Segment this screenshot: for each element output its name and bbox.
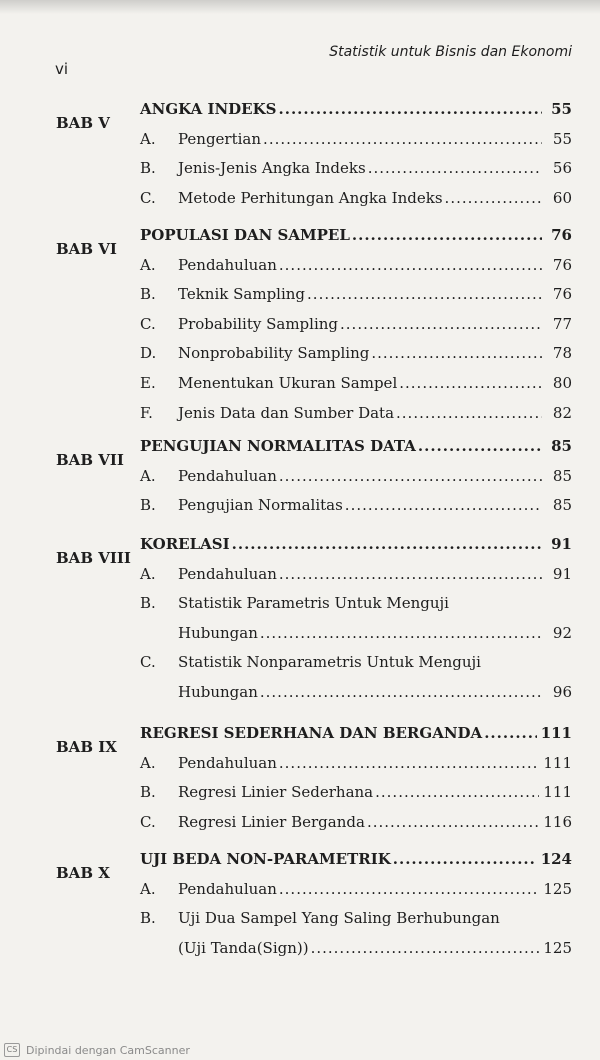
dot-leader (260, 683, 542, 701)
dot-leader (279, 467, 542, 485)
chapter-entry (140, 437, 572, 455)
section-title: Pendahuluan (178, 753, 277, 772)
section-title: Pendahuluan (178, 564, 277, 583)
section-title: Pendahuluan (178, 255, 277, 274)
chapter-entry (140, 724, 572, 742)
dot-leader (345, 496, 542, 514)
section-entry (178, 939, 572, 957)
section-entry (178, 374, 572, 392)
section-title: Jenis-Jenis Angka Indeks (178, 159, 366, 178)
camscanner-icon: CS (4, 1043, 20, 1057)
chapter-title: UJI BEDA NON-PARAMETRIK (140, 850, 391, 868)
section-entry (178, 159, 572, 177)
section-entry (178, 754, 572, 772)
dot-leader (307, 285, 542, 303)
section-page: 55 (552, 129, 572, 148)
section-letter: A. (140, 753, 156, 772)
watermark-text: Dipindai dengan CamScanner (26, 1043, 190, 1057)
section-page: 111 (543, 753, 572, 772)
section-entry (178, 130, 572, 148)
section-page: 116 (543, 812, 572, 831)
chapter-label: BAB VII (56, 451, 124, 469)
dot-leader (352, 226, 542, 244)
dot-leader (375, 783, 539, 801)
section-page: 125 (543, 938, 572, 957)
dot-leader (399, 374, 542, 392)
section-letter: A. (140, 466, 156, 485)
dot-leader (311, 939, 540, 957)
chapter-label: BAB IX (56, 738, 117, 756)
section-letter: A. (140, 129, 156, 148)
chapter-page: 55 (551, 100, 572, 118)
dot-leader (279, 256, 542, 274)
section-page: 91 (552, 564, 572, 583)
scanner-watermark (0, 1040, 600, 1060)
chapter-entry (140, 850, 572, 868)
section-letter: C. (140, 188, 156, 207)
section-page: 60 (552, 188, 572, 207)
dot-leader (418, 437, 542, 455)
section-page: 96 (552, 683, 572, 701)
section-title-continued: (Uji Tanda(Sign)) (178, 938, 309, 957)
section-title: Jenis Data dan Sumber Data (178, 403, 395, 422)
dot-leader (260, 624, 542, 642)
section-title-continued: Hubungan (178, 683, 258, 701)
section-page: 76 (552, 285, 572, 304)
chapter-title: POPULASI DAN SAMPEL (140, 226, 350, 244)
dot-leader (393, 850, 537, 868)
chapter-title: REGRESI SEDERHANA DAN BERGANDA (140, 724, 483, 742)
section-entry (178, 344, 572, 362)
chapter-label: BAB VIII (56, 549, 131, 567)
section-entry (178, 496, 572, 514)
section-letter: D. (140, 344, 157, 363)
section-entry (178, 315, 572, 333)
section-title: Pengertian (178, 129, 262, 148)
chapter-page: 124 (540, 850, 572, 868)
section-title-continued: Hubungan (178, 623, 258, 642)
section-entry (178, 467, 572, 485)
section-page: 85 (552, 496, 572, 515)
section-title: Nonprobability Sampling (178, 344, 370, 363)
chapter-title: ANGKA INDEKS (140, 100, 277, 118)
dot-leader (263, 130, 542, 148)
section-title: Regresi Linier Sederhana (178, 783, 374, 802)
section-title: Probability Sampling (178, 314, 339, 333)
section-letter: F. (140, 403, 153, 422)
dot-leader (340, 315, 542, 333)
section-entry (178, 783, 572, 801)
chapter-entry (140, 535, 572, 553)
dot-leader (279, 754, 539, 772)
chapter-label: BAB X (56, 864, 110, 882)
section-letter: B. (140, 783, 156, 802)
dot-leader (396, 404, 542, 422)
chapter-page: 111 (540, 724, 572, 742)
section-page: 78 (552, 344, 572, 363)
running-header: Statistik untuk Bisnis dan Ekonomi (329, 44, 572, 60)
dot-leader (279, 100, 543, 118)
section-page: 56 (552, 159, 572, 178)
section-entry (178, 813, 572, 831)
dot-leader (445, 189, 542, 207)
section-page: 125 (543, 879, 572, 898)
section-title: Pendahuluan (178, 879, 277, 898)
section-letter: A. (140, 879, 156, 898)
section-entry (178, 285, 572, 303)
section-title: Pendahuluan (178, 466, 277, 485)
section-title: Uji Dua Sampel Yang Saling Berhubungan (178, 909, 500, 928)
section-title: Statistik Nonparametris Untuk Menguji (178, 653, 481, 672)
chapter-title: KORELASI (140, 535, 230, 553)
section-entry (178, 404, 572, 422)
section-title: Pengujian Normalitas (178, 496, 343, 515)
chapter-label: BAB V (56, 114, 110, 132)
section-entry (178, 880, 572, 898)
section-page: 85 (552, 466, 572, 485)
section-page: 76 (552, 255, 572, 274)
section-letter: B. (140, 496, 156, 515)
section-title: Statistik Parametris Untuk Menguji (178, 594, 449, 613)
section-page: 111 (543, 783, 572, 802)
section-letter: B. (140, 159, 156, 178)
chapter-page: 91 (551, 535, 572, 553)
section-entry (178, 565, 572, 583)
section-title: Metode Perhitungan Angka Indeks (178, 188, 443, 207)
section-entry (178, 189, 572, 207)
section-letter: B. (140, 909, 156, 928)
section-title: Teknik Sampling (178, 285, 306, 304)
section-title: Regresi Linier Berganda (178, 812, 365, 831)
section-page: 92 (552, 623, 572, 642)
section-letter: E. (140, 374, 156, 392)
dot-leader (484, 724, 536, 742)
dot-leader (368, 159, 542, 177)
dot-leader (367, 813, 539, 831)
dot-leader (279, 880, 539, 898)
section-letter: A. (140, 564, 156, 583)
chapter-label: BAB VI (56, 240, 117, 258)
chapter-entry (140, 100, 572, 118)
section-entry (178, 683, 572, 701)
section-letter: C. (140, 653, 156, 672)
section-page: 80 (552, 374, 572, 392)
chapter-entry (140, 226, 572, 244)
dot-leader (232, 535, 542, 553)
section-page: 77 (552, 314, 572, 333)
section-entry (178, 256, 572, 274)
section-letter: C. (140, 812, 156, 831)
section-page: 82 (552, 403, 572, 422)
chapter-page: 76 (551, 226, 572, 244)
dot-leader (371, 344, 542, 362)
chapter-page: 85 (551, 437, 572, 455)
section-entry (178, 624, 572, 642)
section-letter: C. (140, 314, 156, 333)
dot-leader (279, 565, 542, 583)
section-letter: A. (140, 255, 156, 274)
page-number: vi (55, 60, 69, 78)
section-title: Menentukan Ukuran Sampel (178, 374, 398, 392)
chapter-title: PENGUJIAN NORMALITAS DATA (140, 437, 416, 455)
section-letter: B. (140, 285, 156, 304)
section-letter: B. (140, 594, 156, 613)
